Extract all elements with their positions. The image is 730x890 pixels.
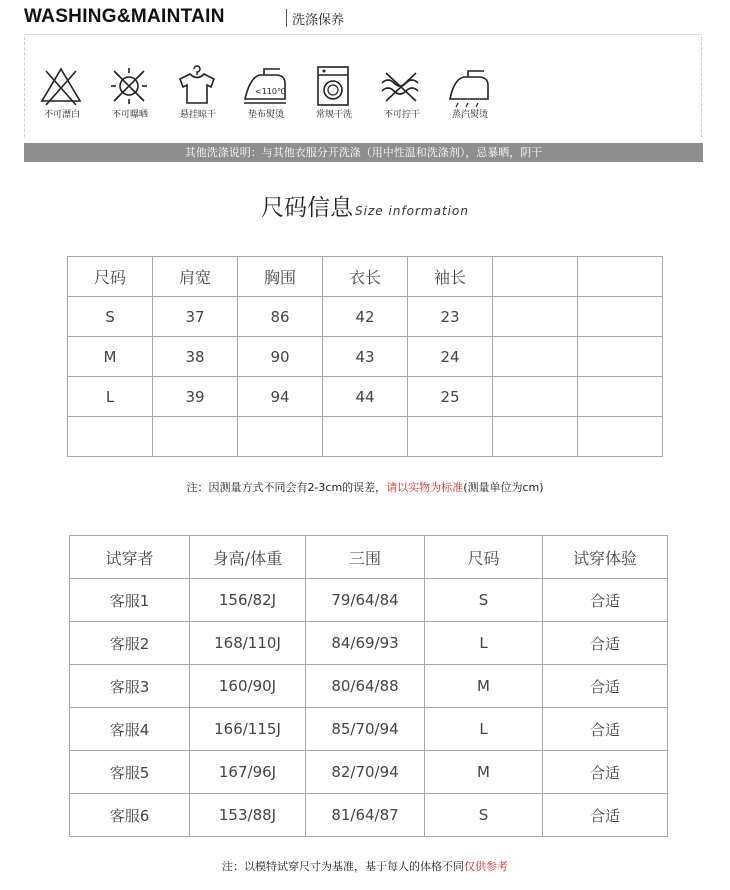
no-wring-icon [378, 63, 424, 109]
table-cell: 客服6 [70, 794, 190, 837]
header-divider [286, 9, 287, 27]
table-cell: 80/64/88 [306, 665, 425, 708]
table-cell: 82/70/94 [306, 751, 425, 794]
table-header-cell: 试穿体验 [543, 536, 668, 579]
table-cell: 客服3 [70, 665, 190, 708]
table-cell: 合适 [543, 665, 668, 708]
try-on-table [69, 535, 668, 837]
table-header-cell: 肩宽 [153, 257, 238, 297]
table-cell: M [425, 751, 543, 794]
table-cell: 86 [238, 297, 323, 337]
table-row [68, 297, 663, 337]
table-cell: 85/70/94 [306, 708, 425, 751]
table-cell: 44 [323, 377, 408, 417]
table-cell: 合适 [543, 794, 668, 837]
table-cell: 合适 [543, 622, 668, 665]
care-label: 蒸汽熨烫 [451, 110, 488, 120]
table-row [68, 417, 663, 457]
table-cell: L [68, 377, 153, 417]
table-cell: L [425, 622, 543, 665]
table-header-cell: 袖长 [408, 257, 493, 297]
table-cell: 94 [238, 377, 323, 417]
table-cell: 23 [408, 297, 493, 337]
size-title-en: Size information [355, 204, 469, 218]
table-cell: 客服5 [70, 751, 190, 794]
table-cell [493, 337, 578, 377]
iron-temperature: <110℃ [255, 87, 286, 96]
table-header-cell: 三围 [306, 536, 425, 579]
table-cell: 合适 [543, 579, 668, 622]
table-cell: S [425, 794, 543, 837]
table-cell: M [425, 665, 543, 708]
table-cell [408, 417, 493, 457]
table-cell: 客服2 [70, 622, 190, 665]
table-row [70, 708, 668, 751]
table-header-row [70, 536, 668, 579]
table-cell: 43 [323, 337, 408, 377]
care-item [440, 63, 500, 143]
table-cell: 合适 [543, 708, 668, 751]
table-header-cell: 身高/体重 [190, 536, 306, 579]
table-header-cell [493, 257, 578, 297]
page-header [24, 4, 704, 30]
table-cell: 38 [153, 337, 238, 377]
table-cell [493, 417, 578, 457]
table-row [70, 665, 668, 708]
no-bleach-icon [38, 63, 84, 109]
table-row [68, 377, 663, 417]
size-note-suffix: (测量单位为cm) [463, 481, 544, 494]
care-icons-row [32, 63, 512, 143]
table-cell: S [425, 579, 543, 622]
table-cell: 25 [408, 377, 493, 417]
size-title-cn: 尺码信息 [261, 195, 354, 221]
header-title-cn: 洗涤保养 [292, 13, 345, 28]
care-label: 不可拧干 [383, 110, 420, 120]
table-cell [153, 417, 238, 457]
hang-dry-icon [174, 63, 220, 109]
table-cell: 90 [238, 337, 323, 377]
table-row [68, 337, 663, 377]
table-cell: 合适 [543, 751, 668, 794]
care-item [304, 63, 364, 143]
table-cell [68, 417, 153, 457]
care-item [372, 63, 432, 143]
care-note-bar: 其他洗涤说明：与其他衣服分开洗涤（用中性温和洗涤剂），忌暴晒，阴干 [24, 143, 703, 162]
care-label: 不可漂白 [43, 110, 80, 120]
table-header-cell [578, 257, 663, 297]
table-cell [323, 417, 408, 457]
table-cell: 160/90J [190, 665, 306, 708]
table-cell: 156/82J [190, 579, 306, 622]
table-cell: 84/69/93 [306, 622, 425, 665]
care-instructions-panel [24, 34, 702, 143]
care-item [168, 63, 228, 143]
table-row [70, 622, 668, 665]
care-label: 垫布熨烫 [247, 110, 284, 120]
table-cell: M [68, 337, 153, 377]
table-row [70, 579, 668, 622]
header-title-en: WASHING&MAINTAIN [24, 6, 225, 27]
care-item [32, 63, 92, 143]
try-on-note [0, 858, 730, 874]
size-section-title [0, 189, 730, 222]
no-sun-dry-icon [106, 63, 152, 109]
table-cell: S [68, 297, 153, 337]
table-header-cell: 尺码 [425, 536, 543, 579]
table-cell: 24 [408, 337, 493, 377]
care-label: 不可曝晒 [111, 110, 148, 120]
table-cell: 客服4 [70, 708, 190, 751]
iron-with-cloth-icon [242, 63, 288, 109]
table-cell: 81/64/87 [306, 794, 425, 837]
right-dashed-border [701, 37, 702, 137]
table-cell [578, 377, 663, 417]
table-header-cell: 尺码 [68, 257, 153, 297]
table-header-cell: 衣长 [323, 257, 408, 297]
table-cell [578, 337, 663, 377]
table-header-cell: 试穿者 [70, 536, 190, 579]
table-cell: 168/110J [190, 622, 306, 665]
table-cell [238, 417, 323, 457]
table-row [70, 751, 668, 794]
table-cell: 167/96J [190, 751, 306, 794]
table-cell [578, 297, 663, 337]
table-cell: 客服1 [70, 579, 190, 622]
table-cell: L [425, 708, 543, 751]
size-table [67, 256, 663, 457]
table-cell [493, 377, 578, 417]
table-header-row [68, 257, 663, 297]
care-label: 常规干洗 [315, 110, 352, 120]
size-note-highlight: 请以实物为标准 [386, 481, 464, 494]
table-cell: 37 [153, 297, 238, 337]
table-cell: 79/64/84 [306, 579, 425, 622]
steam-iron-icon [446, 63, 492, 109]
table-cell: 153/88J [190, 794, 306, 837]
table-cell [493, 297, 578, 337]
table-cell [578, 417, 663, 457]
left-dashed-border [24, 37, 25, 137]
table-cell: 166/115J [190, 708, 306, 751]
table-header-cell: 胸围 [238, 257, 323, 297]
care-item [236, 63, 296, 143]
table-row [70, 794, 668, 837]
size-note-prefix: 注：因测量方式不同会有2-3cm的误差， [186, 481, 387, 494]
care-label: 悬挂晾干 [179, 110, 216, 120]
size-note [0, 479, 730, 495]
machine-wash-icon [310, 63, 356, 109]
try-note-prefix: 注：以模特试穿尺寸为基准，基于每人的体格不同 [222, 860, 464, 873]
care-item [100, 63, 160, 143]
try-note-highlight: 仅供参考 [464, 860, 508, 873]
table-cell: 42 [323, 297, 408, 337]
table-cell: 39 [153, 377, 238, 417]
